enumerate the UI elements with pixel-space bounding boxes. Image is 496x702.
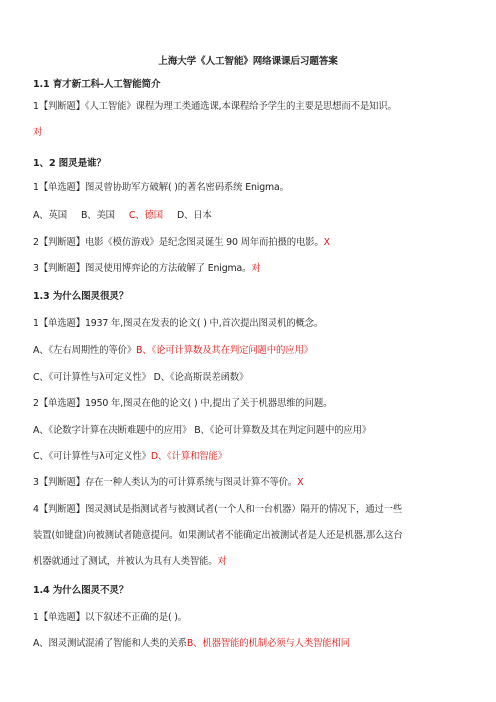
question-text: 1【单选题】1937 年,图灵在发表的论文( ) 中,首次提出图灵机的概念。	[33, 318, 324, 329]
answer-option: B、机器智能的机制必须与人类智能相同	[186, 638, 350, 649]
section-heading: 1、2 图灵是谁？	[33, 158, 106, 169]
answer-option: B、《论可计算数及其在判定问题中的应用》	[136, 345, 313, 356]
question-text: 2【单选题】1950 年,图灵在他的论文( ) 中,提出了关于机器思维的问题。	[33, 398, 333, 409]
question-text: 1【单选题】以下叙述不正确的是( )。	[33, 612, 188, 623]
answer-text: 对	[251, 263, 261, 274]
answer-text: 对	[217, 556, 227, 567]
section-heading: 1.1 育才新工科-人工智能简介	[33, 79, 161, 90]
options-line	[33, 209, 470, 222]
question-text: 2【判断题】电影《模仿游戏》是纪念图灵诞生 90 周年而拍摄的电影。	[33, 237, 324, 248]
question-line	[33, 262, 470, 275]
option: C、《可计算性与λ可定义性》 D、《论高斯误差函数》	[33, 372, 249, 383]
question-text: 3【判断题】图灵使用博弈论的方法破解了 Enigma。	[33, 263, 252, 274]
section-heading: 1.4 为什么图灵不灵？	[33, 585, 129, 596]
options-line	[33, 424, 470, 437]
question-text: 3【判断题】存在一种人类认为的可计算系统与图灵计算不等价。	[33, 477, 298, 488]
options-line	[33, 637, 470, 650]
question-text: 1【单选题】图灵曾协助军方破解( )的著名密码系统 Enigma。	[33, 182, 289, 193]
options-line	[33, 344, 470, 357]
question-text: 装置(如键盘)向被测试者随意提问。如果测试者不能确定出被测试者是人还是机器,那么这台	[33, 530, 403, 541]
option: C、《可计算性与λ可定义性》	[33, 451, 151, 462]
question-text: 4【判断题】图灵测试是指测试者与被测试者(一个人和一台机器）隔开的情况下，通过一些	[33, 504, 403, 515]
option: A、图灵测试混淆了智能和人类的关系	[33, 638, 187, 649]
option: A、《左右周期性的等价》	[33, 345, 137, 356]
option: D、日本	[177, 210, 212, 221]
answer-option: C、德国	[128, 210, 163, 221]
options-line	[33, 371, 470, 384]
question-line	[33, 476, 470, 489]
option: A、《论数字计算在决断难题中的应用》 B、《论可计算数及其在判定问题中的应用》	[33, 425, 372, 436]
question-line	[33, 236, 470, 249]
option: A、英国	[33, 210, 67, 221]
answer-text: X	[323, 237, 330, 248]
options-line	[33, 450, 470, 463]
question-text: 1【判断题】《人工智能》课程为理工类通选课,本课程给予学生的主要是思想而不是知识。	[33, 101, 397, 112]
answer-text: X	[297, 477, 304, 488]
document-title: 上海大学《人工智能》网络课课后习题答案	[158, 56, 338, 67]
answer-option: D、《计算和智能》	[150, 451, 227, 462]
option: B、美国	[80, 210, 115, 221]
question-text: 机器就通过了测试，并被认为具有人类智能。	[33, 556, 218, 567]
answer-text: 对	[33, 127, 43, 138]
section-heading: 1.3 为什么图灵很灵？	[33, 291, 129, 302]
question-line	[33, 555, 470, 568]
